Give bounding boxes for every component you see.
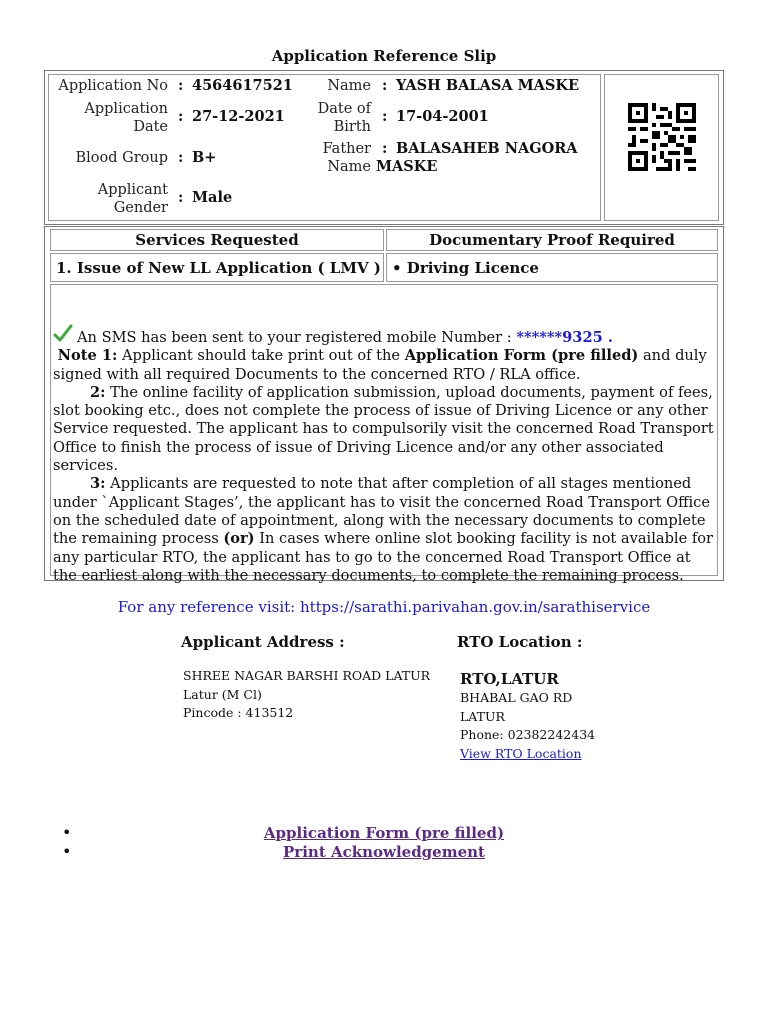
- applicant-address-heading: Applicant Address :: [181, 633, 345, 651]
- page-title: Application Reference Slip: [271, 47, 497, 65]
- bullet-2: •: [62, 842, 72, 861]
- proof-value: • Driving Licence: [392, 259, 539, 277]
- note-1-text: Applicant should take print out of the: [117, 347, 405, 365]
- application-form-link[interactable]: Application Form (pre filled): [263, 824, 505, 842]
- note-2-text: The online facility of application submission, upload documents, payment of fees, slot booking etc., does not complete the process of issue of Driving Licence or any other Service requested. The applicant has to compulsorily visit the concerned Road Transport Office to finish the process of issue of Driving Licence and/or any other associated services.: [53, 383, 714, 475]
- note-3-label: 3:: [90, 475, 106, 493]
- application-date-value: 27-12-2021: [192, 108, 285, 125]
- note-1: [53, 347, 717, 384]
- note-1-label: Note 1:: [57, 347, 118, 365]
- note-2-label: 2:: [90, 383, 106, 401]
- services-requested-header: Services Requested: [135, 231, 299, 249]
- application-no-value: 4564617521: [192, 77, 293, 94]
- colon: :: [382, 140, 388, 157]
- colon: :: [178, 77, 184, 94]
- application-no-label: Application No: [58, 78, 168, 94]
- notes-block: [53, 324, 717, 585]
- colon: :: [382, 108, 388, 125]
- note-3-text-cont: In cases where online slot booking facility is not available for any particular RTO, the applicant has to go to the concerned Road Transport Office at the earliest along with the necessary documents, to complete the remaining process.: [53, 530, 714, 584]
- sms-line: [53, 324, 717, 347]
- view-rto-location-link[interactable]: View RTO Location: [460, 745, 582, 761]
- sms-text: An SMS has been sent to your registered mobile Number :: [77, 329, 517, 346]
- dob-value: 17-04-2001: [396, 108, 489, 125]
- check-icon: [53, 324, 73, 344]
- rto-line-1: BHABAL GAO RD: [460, 690, 573, 705]
- note-1-text-cont: and duly signed with all required Documents to the concerned RTO / RLA office.: [53, 347, 707, 383]
- rto-phone: Phone: 02382242434: [460, 727, 596, 742]
- bullet-1: •: [62, 823, 72, 842]
- colon: :: [178, 189, 184, 206]
- colon: :: [178, 149, 184, 166]
- rto-block: [460, 689, 595, 763]
- blood-group-value: B+: [192, 149, 217, 166]
- note-3-or: (or): [223, 530, 255, 548]
- service-value: 1. Issue of New LL Application ( LMV ): [56, 259, 381, 277]
- gender-value: Male: [192, 189, 233, 206]
- note-1-bold: Application Form (pre filled): [404, 347, 639, 365]
- gender-label: Applicant Gender: [97, 182, 168, 216]
- colon: :: [382, 77, 388, 94]
- address-line-2: Latur (M Cl): [183, 686, 262, 702]
- print-acknowledgement-link[interactable]: Print Acknowledgement: [283, 843, 485, 861]
- qr-code-icon: [628, 103, 696, 171]
- name-label: Name: [327, 78, 371, 94]
- address-line-1: SHREE NAGAR BARSHI ROAD LATUR: [183, 668, 431, 683]
- colon: :: [178, 108, 184, 125]
- dob-label: Date of Birth: [317, 101, 371, 135]
- address-line-3: Pincode : 413512: [183, 705, 294, 720]
- note-2: [53, 384, 717, 475]
- blood-group-label: Blood Group: [75, 150, 168, 166]
- note-3: [53, 475, 717, 585]
- rto-name: RTO,LATUR: [460, 670, 559, 688]
- rto-location-heading: RTO Location :: [457, 633, 583, 651]
- note-3-text: Applicants are requested to note that after completion of all stages mentioned under `Applicant Stages’, the applicant has to visit the concerned Road Transport Office on the scheduled date of appointment, along with the necessary documents to complete the remaining process: [53, 475, 710, 548]
- father-name-label: Father Name: [322, 141, 371, 175]
- name-value: YASH BALASA MASKE: [396, 77, 580, 94]
- address-block: [183, 667, 430, 723]
- father-name-value-cont: MASKE: [376, 158, 438, 175]
- rto-line-2: LATUR: [460, 708, 505, 724]
- documentary-proof-header: Documentary Proof Required: [429, 231, 675, 249]
- mobile-number: ******9325 .: [516, 329, 613, 346]
- application-date-label: Application Date: [84, 101, 168, 135]
- reference-link-text: For any reference visit: https://sarathi.parivahan.gov.in/sarathiservice: [117, 598, 651, 616]
- father-name-value: BALASAHEB NAGORA: [396, 140, 578, 157]
